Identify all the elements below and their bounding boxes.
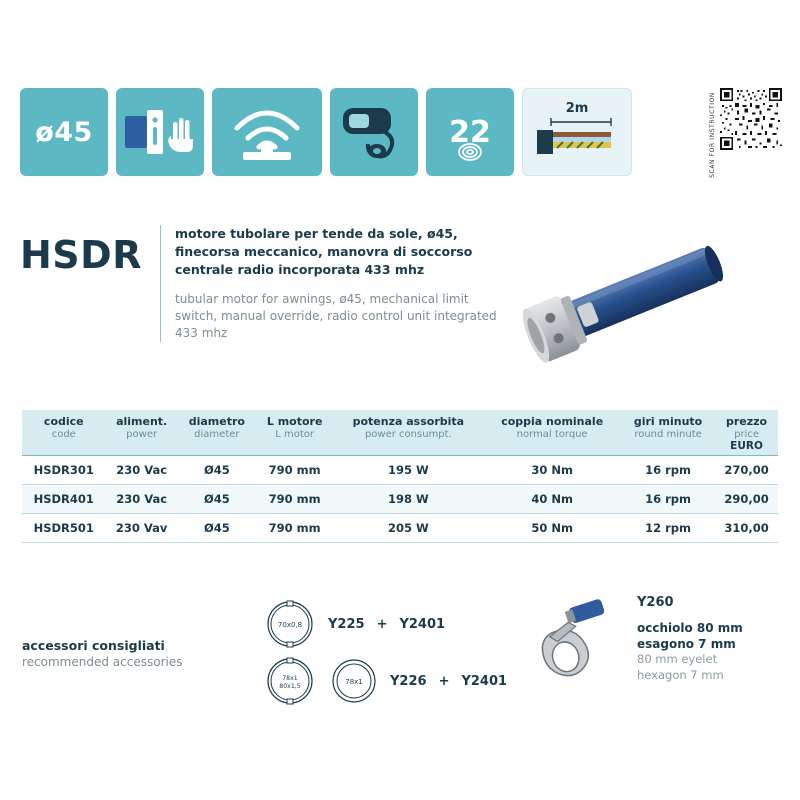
th-torque-en: normal torque [516,428,588,440]
qr-side-label: SCAN FOR INSTRUCTION [709,92,716,178]
adapter-crown-icon [328,655,380,707]
svg-text:78x1: 78x1 [345,678,363,686]
specs-table [22,410,778,543]
y260-line3: 80 mm eyelet [637,652,718,667]
product-description [160,225,510,342]
cell-rpm: 16 rpm [621,456,715,485]
th-power-en: power [126,428,158,440]
cell-length: 790 mm [256,514,333,543]
revolutions-icon [426,88,514,176]
th-power [106,410,178,456]
accessory-y260 [537,595,743,703]
cell-rpm: 16 rpm [621,485,715,514]
th-power-it: aliment. [116,415,168,428]
accessory-code-y2401-2: Y2401 [461,673,508,689]
cell-price: 310,00 [715,514,778,543]
adapter-ring-icon [262,598,318,650]
cell-rpm: 12 rpm [621,514,715,543]
cell-torque: 50 Nm [483,514,621,543]
radio-signal-icon [212,88,322,176]
cell-code: HSDR401 [22,485,106,514]
th-code [22,410,106,456]
cell-consumption: 195 W [333,456,483,485]
th-rpm [621,410,715,456]
accessory-code-y225: Y225 [328,616,365,632]
th-consumption [333,410,483,456]
th-price-it: prezzo [725,415,768,428]
cell-length: 790 mm [256,485,333,514]
cell-power: 230 Vac [106,456,178,485]
th-diameter-it: diametro [188,415,245,428]
qr-code-icon[interactable] [720,88,782,150]
motor-product-image [505,245,745,365]
feature-icon-strip [20,88,632,176]
specs-table-wrapper [22,410,778,543]
plus-sign: + [438,673,450,689]
th-torque-it: coppia nominale [501,415,604,428]
accessories-title-it: accessori consigliati [22,638,165,653]
th-torque [483,410,621,456]
accessories-section [22,590,778,750]
table-row[interactable] [22,485,778,514]
manual-override-icon [116,88,204,176]
accessory-row-y225 [262,598,445,650]
cell-power: 230 Vav [106,514,178,543]
cell-code: HSDR301 [22,456,106,485]
accessory-code-y226: Y226 [390,673,427,689]
accessory-row-y226 [262,655,507,707]
svg-text:80x1,5: 80x1,5 [279,683,301,690]
spiral-icon [457,142,483,162]
description-english: tubular motor for awnings, ø45, mechanical limit switch, manual override, radio control unit integrated 433 mhz [175,292,497,340]
th-price [715,410,778,456]
th-rpm-it: giri minuto [633,415,703,428]
cell-diameter: Ø45 [178,456,256,485]
adapter-size-label: 70x0,8 [277,621,303,629]
y260-line2: esagono 7 mm [637,637,736,652]
motor-head-icon [330,88,418,176]
th-consumption-en: power consumpt. [364,428,452,440]
accessories-title [22,638,182,669]
svg-text:78x1: 78x1 [282,675,298,682]
cell-price: 290,00 [715,485,778,514]
cell-length: 790 mm [256,456,333,485]
th-rpm-en: round minute [634,428,702,440]
y260-line4: hexagon 7 mm [637,667,724,682]
th-price-en: price [734,428,759,440]
plus-sign: + [376,616,388,632]
th-length-en: L motor [275,428,315,440]
th-price-currency: EURO [730,440,763,453]
table-row[interactable] [22,514,778,543]
eyelet-bracket-icon [537,595,623,703]
cell-power: 230 Vac [106,485,178,514]
revolutions-label: 22 [449,114,491,150]
svg-text:2m: 2m [565,101,589,116]
cell-consumption: 205 W [333,514,483,543]
qr-block [709,88,782,178]
cell-torque: 30 Nm [483,456,621,485]
accessories-title-en: recommended accessories [22,655,183,669]
th-length [256,410,333,456]
product-code: HSDR [20,233,142,277]
cell-code: HSDR501 [22,514,106,543]
cell-torque: 40 Nm [483,485,621,514]
th-diameter-en: diameter [194,428,240,440]
y260-line1: occhiolo 80 mm [637,621,743,635]
th-length-it: L motore [266,415,323,428]
cable-length-icon [522,88,632,176]
th-diameter [178,410,256,456]
accessory-code-y260: Y260 [637,595,674,610]
cell-diameter: Ø45 [178,485,256,514]
cell-consumption: 198 W [333,485,483,514]
y260-text-block [637,595,743,703]
diameter-label: ø45 [35,116,93,148]
accessory-code-y2401: Y2401 [399,616,446,632]
th-consumption-it: potenza assorbita [352,415,465,428]
th-code-it: codice [43,415,84,428]
cell-price: 270,00 [715,456,778,485]
table-header-row [22,410,778,456]
adapter-ring-icon [262,655,318,707]
description-italian: motore tubolare per tende da sole, ø45, finecorsa meccanico, manovra di soccorso centrale radio incorporata 433 mhz [175,226,473,278]
table-row[interactable] [22,456,778,485]
product-title-block [20,225,510,342]
cell-diameter: Ø45 [178,514,256,543]
diameter-icon [20,88,108,176]
th-code-en: code [51,428,76,440]
